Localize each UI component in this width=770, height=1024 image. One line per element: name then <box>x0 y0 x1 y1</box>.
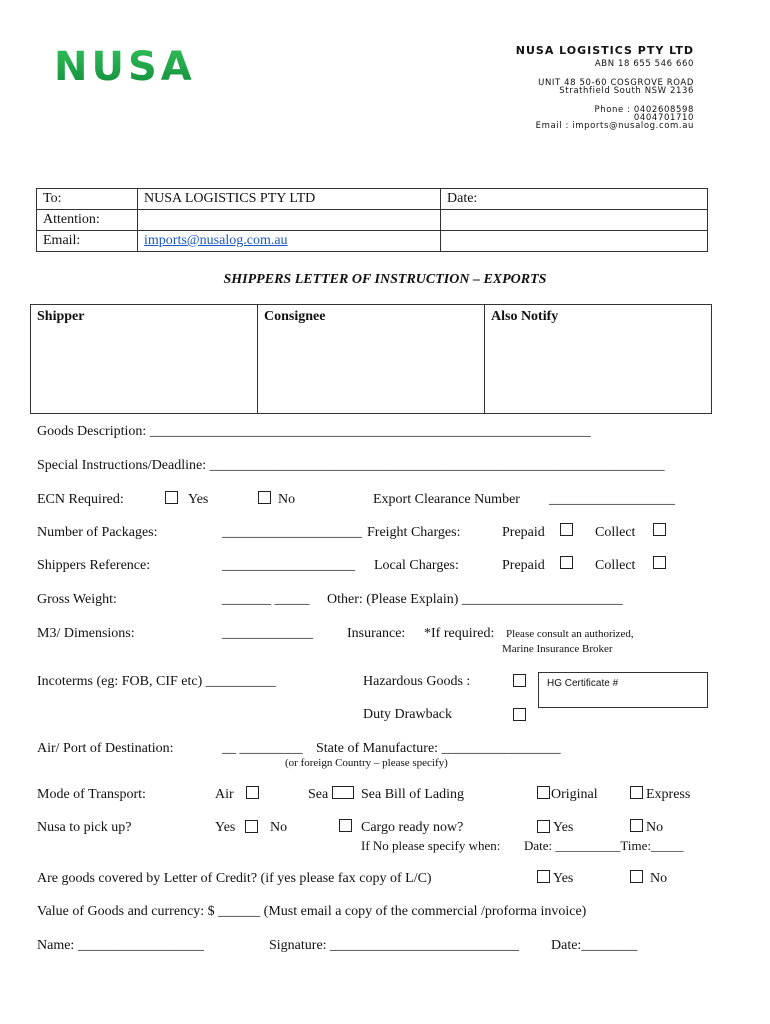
company-phone-1: Phone : 0402608598 <box>594 105 694 115</box>
parties-table <box>30 304 712 414</box>
to-value: NUSA LOGISTICS PTY LTD <box>138 189 441 210</box>
duty-drawback-checkbox[interactable] <box>513 708 526 721</box>
express-label: Express <box>646 787 691 802</box>
cargo-yes-label: Yes <box>553 820 574 835</box>
duty-drawback-label: Duty Drawback <box>363 707 453 722</box>
hg-certificate-label: HG Certificate # <box>547 678 619 689</box>
company-abn: ABN 18 655 546 660 <box>594 59 694 69</box>
pickup-yes-label: Yes <box>215 820 236 835</box>
local-prepaid-label: Prepaid <box>502 558 545 573</box>
name-field[interactable]: Name: __________________ <box>37 938 204 953</box>
company-address-1: UNIT 48 50-60 COSGROVE ROAD <box>538 78 694 88</box>
sea-checkbox[interactable] <box>332 786 354 799</box>
hg-certificate-box[interactable] <box>538 672 708 708</box>
original-label: Original <box>551 787 598 802</box>
if-no-label: If No please specify when: <box>361 838 501 853</box>
air-checkbox[interactable] <box>246 786 259 799</box>
port-field[interactable]: __ _________ <box>222 741 303 756</box>
company-address-2: Strathfield South NSW 2136 <box>559 86 694 96</box>
ecn-label: ECN Required: <box>37 492 124 507</box>
goods-description[interactable]: Goods Description: _______________________________________________________________ <box>37 424 591 439</box>
loc-no-checkbox[interactable] <box>630 870 643 883</box>
email-link[interactable]: imports@nusalog.com.au <box>144 233 288 248</box>
dimensions-label: M3/ Dimensions: <box>37 626 135 641</box>
gross-weight-label: Gross Weight: <box>37 592 117 607</box>
local-charges-label: Local Charges: <box>374 558 459 573</box>
pickup-yes-checkbox[interactable] <box>245 820 258 833</box>
freight-collect-checkbox[interactable] <box>653 523 666 536</box>
export-clearance-field[interactable]: __________________ <box>549 492 675 507</box>
header-table <box>36 188 708 252</box>
express-checkbox[interactable] <box>630 786 643 799</box>
ecn-yes-label: Yes <box>188 492 209 507</box>
company-name: NUSA LOGISTICS PTY LTD <box>515 44 694 57</box>
shippers-reference-label: Shippers Reference: <box>37 558 151 573</box>
packages-label: Number of Packages: <box>37 525 158 540</box>
port-label: Air/ Port of Destination: <box>37 741 174 756</box>
attention-field[interactable] <box>138 210 441 231</box>
attention-label: Attention: <box>37 210 138 231</box>
sea-bill-label: Sea Bill of Lading <box>361 787 465 802</box>
dimensions-field[interactable]: _____________ <box>222 626 313 641</box>
ecn-no-checkbox[interactable] <box>258 491 271 504</box>
cargo-yes-checkbox[interactable] <box>537 820 550 833</box>
hazardous-label: Hazardous Goods : <box>363 674 471 689</box>
loc-yes-label: Yes <box>553 871 574 886</box>
foreign-country-note: (or foreign Country – please specify) <box>285 757 448 769</box>
consignee-box[interactable]: Consignee <box>258 305 485 414</box>
logo-text: NUSA <box>54 44 196 88</box>
signature-date-field[interactable]: Date:________ <box>551 938 638 953</box>
insurance-note-2: Marine Insurance Broker <box>502 643 613 655</box>
freight-prepaid-label: Prepaid <box>502 525 545 540</box>
company-logo <box>54 44 290 88</box>
air-label: Air <box>215 787 234 802</box>
cargo-no-checkbox[interactable] <box>630 819 643 832</box>
loc-no-label: No <box>650 871 668 886</box>
special-instructions[interactable]: Special Instructions/Deadline: _________________________________________________________________ <box>37 458 665 473</box>
company-email: Email : imports@nusalog.com.au <box>535 121 694 131</box>
date-time-field[interactable]: Date: __________Time:_____ <box>524 838 684 853</box>
letter-of-credit-label: Are goods covered by Letter of Credit? (if yes please fax copy of L/C) <box>37 871 432 886</box>
cargo-ready-label: Cargo ready now? <box>361 820 464 835</box>
gross-weight-field[interactable]: _______ _____ <box>222 592 310 607</box>
ecn-no-label: No <box>278 492 296 507</box>
pickup-label: Nusa to pick up? <box>37 820 132 835</box>
cargo-no-label: No <box>646 820 664 835</box>
freight-prepaid-checkbox[interactable] <box>560 523 573 536</box>
value-of-goods-field[interactable]: Value of Goods and currency: $ ______ (Must email a copy of the commercial /proforma invoice) <box>37 904 587 919</box>
ecn-yes-checkbox[interactable] <box>165 491 178 504</box>
loc-yes-checkbox[interactable] <box>537 870 550 883</box>
state-of-manufacture-field[interactable]: State of Manufacture: _________________ <box>316 741 561 756</box>
incoterms-field[interactable]: Incoterms (eg: FOB, CIF etc) __________ <box>37 674 276 689</box>
company-phone-2: 0404701710 <box>633 113 694 123</box>
signature-field[interactable]: Signature: ___________________________ <box>269 938 520 953</box>
freight-label: Freight Charges: <box>367 525 461 540</box>
original-checkbox[interactable] <box>537 786 550 799</box>
mode-label: Mode of Transport: <box>37 787 146 802</box>
insurance-label: Insurance: <box>347 626 406 641</box>
cargo-ready-checkbox[interactable] <box>339 819 352 832</box>
hazardous-checkbox[interactable] <box>513 674 526 687</box>
export-clearance-label: Export Clearance Number <box>373 492 520 507</box>
freight-collect-label: Collect <box>595 525 636 540</box>
to-label: To: <box>37 189 138 210</box>
local-collect-checkbox[interactable] <box>653 556 666 569</box>
insurance-note-1: Please consult an authorized, <box>506 628 634 640</box>
local-collect-label: Collect <box>595 558 636 573</box>
form-title: SHIPPERS LETTER OF INSTRUCTION – EXPORTS <box>223 272 547 287</box>
packages-field[interactable]: ____________________ <box>222 525 362 540</box>
pickup-no-label: No <box>270 820 288 835</box>
blank-cell <box>441 231 708 252</box>
other-charges-field[interactable]: Other: (Please Explain) _______________________ <box>327 592 623 607</box>
shippers-reference-field[interactable]: ___________________ <box>222 558 355 573</box>
date-label: Date: <box>441 189 708 210</box>
notify-box[interactable]: Also Notify <box>485 305 712 414</box>
local-prepaid-checkbox[interactable] <box>560 556 573 569</box>
sea-label: Sea <box>308 787 329 802</box>
email-label: Email: <box>37 231 138 252</box>
date-field[interactable] <box>441 210 708 231</box>
shipper-box[interactable]: Shipper <box>31 305 258 414</box>
insurance-required: *If required: <box>424 626 495 641</box>
